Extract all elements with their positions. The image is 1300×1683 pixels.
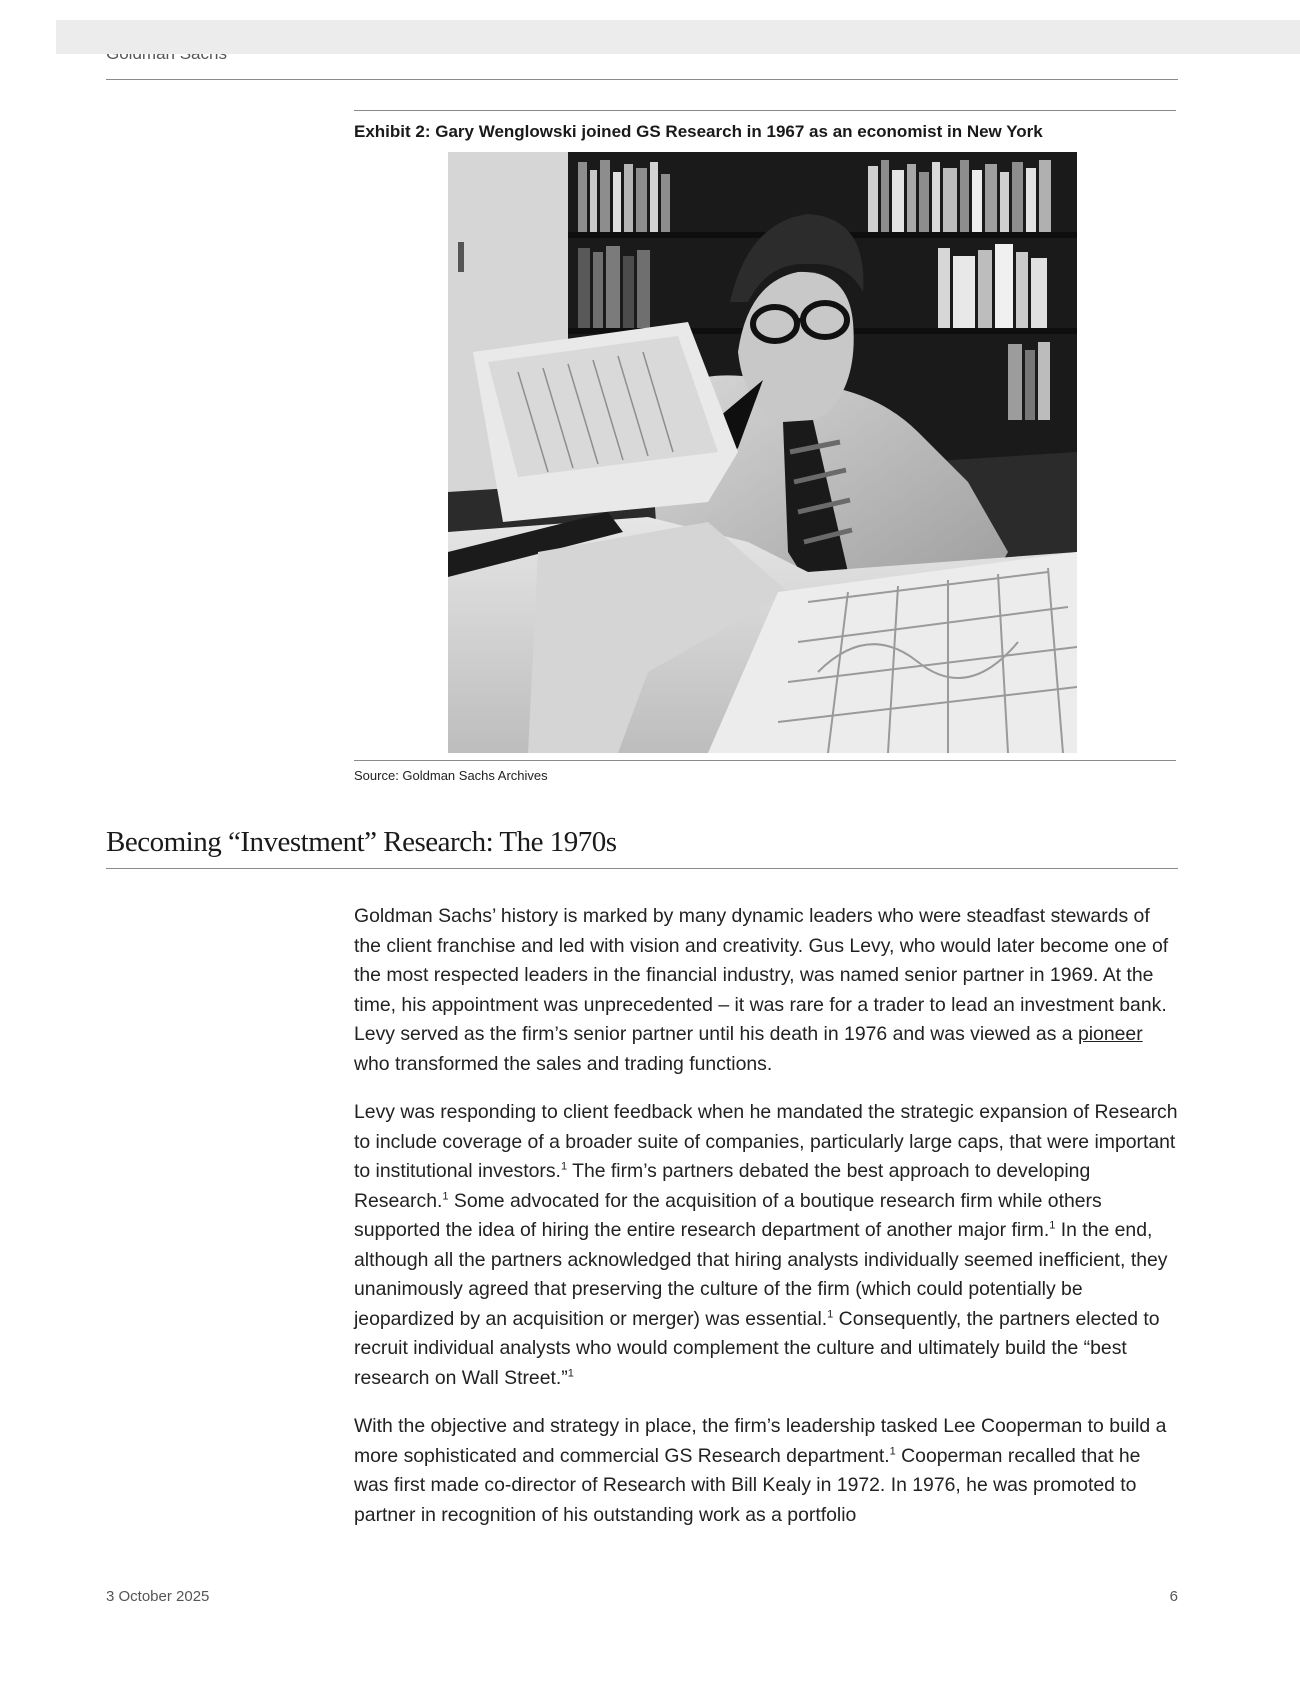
paragraph-1-text: Goldman Sachs’ history is marked by many dynamic leaders who were steadfast stewards of the client franchise and led with vision and creativity. Gus Levy, who would later become one of the most respected leaders in the financial industry, was named senior partner in 1969. At the time, his appointment was unprecedented – it was rare for a trader to lead an investment bank. Levy served as the firm’s senior partner until his death in 1976 and was viewed as a — [354, 905, 1169, 1045]
paragraph-3 — [354, 1412, 1180, 1530]
header-divider — [106, 79, 1178, 80]
exhibit-top-divider — [354, 110, 1176, 111]
footnote-ref: 1 — [560, 1160, 568, 1173]
footnote-ref: 1 — [1049, 1219, 1056, 1232]
footnote-ref: 1 — [442, 1190, 449, 1203]
paragraph-2-segment: Levy was responding to client feedback when he mandated the strategic expansion of Research to include coverage of a broader suite of companies, particularly large caps, that were important to institutional investors. — [354, 1101, 1178, 1182]
exhibit-bottom-divider — [354, 760, 1176, 761]
paragraph-3-segment: Cooperman recalled that he was first made co-director of Research with Bill Kealy in 1972. In 1976, he was promoted to partner in recognition of his outstanding work as a portfolio — [354, 1444, 1141, 1526]
footer-date: 3 October 2025 — [106, 1588, 210, 1605]
paragraph-2-segment: Some advocated for the acquisition of a boutique research firm while others supported the idea of hiring the entire research department of another major firm. — [354, 1189, 1102, 1241]
footnote-ref: 1 — [567, 1367, 574, 1380]
photo-illustration — [448, 152, 1077, 753]
paragraph-1 — [354, 902, 1180, 1079]
paragraph-2-segment: The firm’s partners debated the best approach to developing Research. — [354, 1160, 1091, 1212]
paragraph-1-text-end: who transformed the sales and trading functions. — [354, 1052, 773, 1075]
footnote-ref: 1 — [889, 1445, 896, 1458]
viewer-toolbar — [56, 20, 1300, 54]
paragraph-2-segment: Consequently, the partners elected to recruit individual analysts who would complement the culture and ultimately build the “best research on Wall Street.” — [354, 1307, 1160, 1389]
exhibit-title: Exhibit 2: Gary Wenglowski joined GS Research in 1967 as an economist in New York — [354, 122, 1043, 141]
exhibit-source: Source: Goldman Sachs Archives — [354, 768, 548, 783]
paragraph-2-segment: In the end, although all the partners acknowledged that hiring analysts individually seemed inefficient, they unanimously agreed that preserving the culture of the firm (which could potentially be jeopardized by an acquisition or merger) was essential. — [354, 1219, 1168, 1330]
paragraph-2 — [354, 1098, 1180, 1393]
pioneer-link[interactable]: pioneer — [1077, 1023, 1143, 1045]
section-heading: Becoming “Investment” Research: The 1970s — [106, 826, 617, 858]
footnote-ref: 1 — [827, 1308, 834, 1321]
exhibit-photo — [448, 152, 1077, 753]
footer-page-number: 6 — [1169, 1588, 1178, 1605]
body-text — [354, 902, 1180, 1549]
section-divider — [106, 868, 1178, 869]
paragraph-3-segment: With the objective and strategy in place, the firm’s leadership tasked Lee Cooperman to build a more sophisticated and commercial GS Research department. — [354, 1415, 1167, 1467]
